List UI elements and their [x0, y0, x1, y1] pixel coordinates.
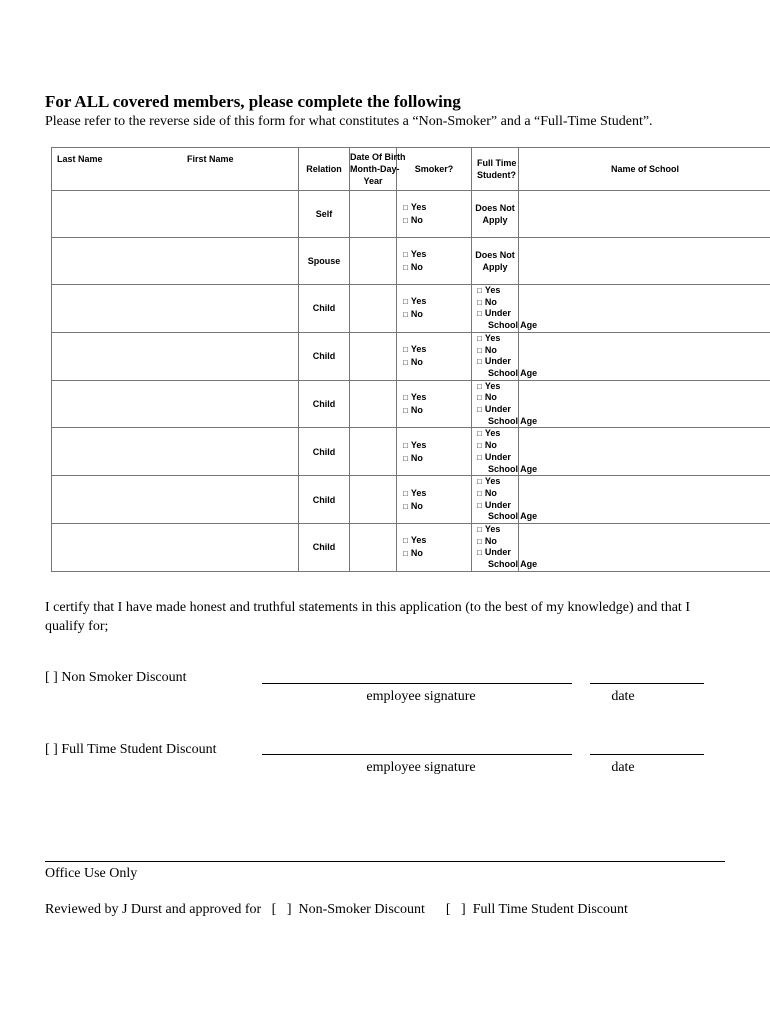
smoker-cell [397, 524, 472, 572]
smoker-no-option[interactable]: □ No [403, 500, 423, 511]
student-under-age-option[interactable]: □ Under [477, 499, 511, 510]
non-smoker-discount-checkbox[interactable]: [ ] Non Smoker Discount [45, 670, 187, 685]
school-cell[interactable] [519, 191, 770, 238]
date-caption: date [611, 760, 635, 775]
name-cell[interactable] [52, 238, 299, 285]
dob-cell[interactable] [350, 238, 397, 285]
smoker-cell [397, 238, 472, 285]
fulltime-cell [472, 285, 538, 333]
smoker-no-option[interactable]: □ No [403, 262, 423, 272]
table-row [52, 191, 770, 238]
school-cell[interactable] [519, 428, 770, 476]
dob-cell[interactable] [350, 428, 397, 476]
smoker-cell [397, 380, 472, 428]
fulltime-header [472, 148, 519, 191]
table-row [52, 524, 770, 572]
name-cell[interactable] [52, 191, 299, 238]
smoker-cell [397, 332, 472, 380]
form-heading: For ALL covered members, please complete the following [45, 92, 461, 111]
smoker-no-option[interactable]: □ No [403, 548, 423, 559]
smoker-no-option[interactable]: □ No [403, 405, 423, 416]
smoker-cell [397, 285, 472, 333]
name-cell[interactable] [52, 285, 299, 333]
table-row [52, 428, 770, 476]
table-row [52, 380, 770, 428]
does-not-apply-text: Does Not [475, 203, 515, 213]
does-not-apply-text: Apply [482, 215, 508, 225]
name-header [52, 148, 299, 191]
does-not-apply-text: Does Not [475, 250, 515, 260]
relation-cell: Child [299, 476, 350, 524]
name-cell[interactable] [52, 428, 299, 476]
dob-cell[interactable] [350, 476, 397, 524]
student-yes-option[interactable]: □ Yes [477, 524, 501, 535]
dob-cell[interactable] [350, 332, 397, 380]
student-signature-line[interactable] [262, 754, 572, 755]
school-cell[interactable] [519, 238, 770, 285]
table-row [52, 285, 770, 333]
student-under-age-text: School Age [488, 320, 538, 331]
smoker-cell [397, 476, 472, 524]
fulltime-cell [472, 332, 538, 380]
relation-cell: Child [299, 380, 350, 428]
name-cell[interactable] [52, 524, 299, 572]
non-smoker-signature-line[interactable] [262, 683, 572, 684]
relation-cell: Spouse [299, 238, 350, 285]
first-name-header: First Name [187, 154, 234, 164]
signature-caption: employee signature [366, 689, 476, 704]
fulltime-cell [472, 238, 519, 285]
student-no-option[interactable]: □ No [477, 440, 497, 451]
student-under-age-option[interactable]: □ Under [477, 547, 511, 558]
relation-cell: Child [299, 524, 350, 572]
smoker-yes-option[interactable]: □ Yes [403, 535, 427, 546]
student-no-option[interactable]: □ No [477, 487, 497, 498]
form-subheading: Please refer to the reverse side of this form for what constitutes a “Non-Smoker” and a “Full-Time Student”. [45, 114, 653, 129]
student-under-age-option[interactable]: □ Under [477, 356, 511, 367]
date-caption: date [611, 689, 635, 704]
office-divider [45, 861, 725, 862]
dob-header [350, 148, 406, 191]
members-table [51, 147, 770, 572]
smoker-yes-option[interactable]: □ Yes [403, 344, 427, 355]
school-cell[interactable] [519, 476, 770, 524]
does-not-apply-text: Apply [482, 262, 508, 272]
smoker-cell [397, 428, 472, 476]
relation-cell: Child [299, 285, 350, 333]
name-cell[interactable] [52, 380, 299, 428]
school-cell[interactable] [519, 380, 770, 428]
school-cell[interactable] [519, 285, 770, 333]
student-under-age-text: School Age [488, 463, 538, 474]
student-no-option[interactable]: □ No [477, 535, 497, 546]
relation-cell: Child [299, 332, 350, 380]
student-under-age-option[interactable]: □ Under [477, 451, 511, 462]
student-yes-option[interactable]: □ Yes [477, 428, 501, 439]
student-yes-option[interactable]: □ Yes [477, 285, 501, 295]
smoker-yes-option[interactable]: □ Yes [403, 392, 427, 403]
school-header: Name of School [519, 148, 770, 191]
fulltime-cell [472, 428, 538, 476]
dob-header-line: Year [363, 176, 383, 186]
dob-cell[interactable] [350, 191, 397, 238]
dob-cell[interactable] [350, 285, 397, 333]
fulltime-cell [472, 191, 519, 238]
student-date-line[interactable] [590, 754, 704, 755]
smoker-yes-option[interactable]: □ Yes [403, 296, 427, 307]
smoker-yes-option[interactable]: □ Yes [403, 487, 427, 498]
smoker-yes-option[interactable]: □ Yes [403, 249, 427, 259]
office-use-title: Office Use Only [45, 866, 138, 881]
student-under-age-option[interactable]: □ Under [477, 404, 511, 415]
full-time-student-discount-checkbox[interactable]: [ ] Full Time Student Discount [45, 742, 217, 757]
smoker-header: Smoker? [397, 148, 472, 191]
certification-statement: I certify that I have made honest and truthful statements in this application (to the best of my knowledge) and that I qualify for; [45, 600, 690, 634]
office-review-line: Reviewed by J Durst and approved for [ ] Non-Smoker Discount [ ] Full Time Student Discount [45, 902, 628, 917]
fulltime-header-line: Full Time [477, 158, 517, 168]
student-under-age-text: School Age [488, 415, 538, 426]
smoker-yes-option[interactable]: □ Yes [403, 439, 427, 450]
student-under-age-text: School Age [488, 367, 538, 378]
dob-cell[interactable] [350, 524, 397, 572]
school-cell[interactable] [519, 332, 770, 380]
student-under-age-text: School Age [488, 511, 538, 522]
table-header-row [52, 148, 770, 191]
table-row [52, 476, 770, 524]
relation-header: Relation [299, 148, 350, 191]
student-under-age-text: School Age [488, 559, 538, 570]
last-name-header: Last Name [57, 154, 103, 164]
smoker-no-option[interactable]: □ No [403, 309, 423, 320]
smoker-cell [397, 191, 472, 238]
signature-caption: employee signature [366, 760, 476, 775]
fulltime-header-line: Student? [477, 170, 516, 180]
table-row [52, 238, 770, 285]
relation-cell: Child [299, 428, 350, 476]
student-no-option[interactable]: □ No [477, 344, 497, 355]
smoker-no-option[interactable]: □ No [403, 452, 423, 463]
student-yes-option[interactable]: □ Yes [477, 380, 501, 391]
student-yes-option[interactable]: □ Yes [477, 476, 501, 487]
smoker-no-option[interactable]: □ No [403, 357, 423, 368]
dob-header-line: Date Of Birth [350, 152, 406, 162]
non-smoker-date-line[interactable] [590, 683, 704, 684]
student-under-age-option[interactable]: □ Under [477, 308, 511, 319]
dob-cell[interactable] [350, 380, 397, 428]
name-cell[interactable] [52, 476, 299, 524]
student-no-option[interactable]: □ No [477, 296, 497, 307]
dob-header-line: Month-Day- [350, 164, 400, 174]
fulltime-cell [472, 476, 538, 524]
fulltime-cell [472, 524, 538, 572]
school-cell[interactable] [519, 524, 770, 572]
student-yes-option[interactable]: □ Yes [477, 332, 501, 343]
table-row [52, 332, 770, 380]
student-no-option[interactable]: □ No [477, 392, 497, 403]
relation-cell: Self [299, 191, 350, 238]
smoker-no-option[interactable]: □ No [403, 215, 423, 225]
name-cell[interactable] [52, 332, 299, 380]
fulltime-cell [472, 380, 538, 428]
smoker-yes-option[interactable]: □ Yes [403, 202, 427, 212]
